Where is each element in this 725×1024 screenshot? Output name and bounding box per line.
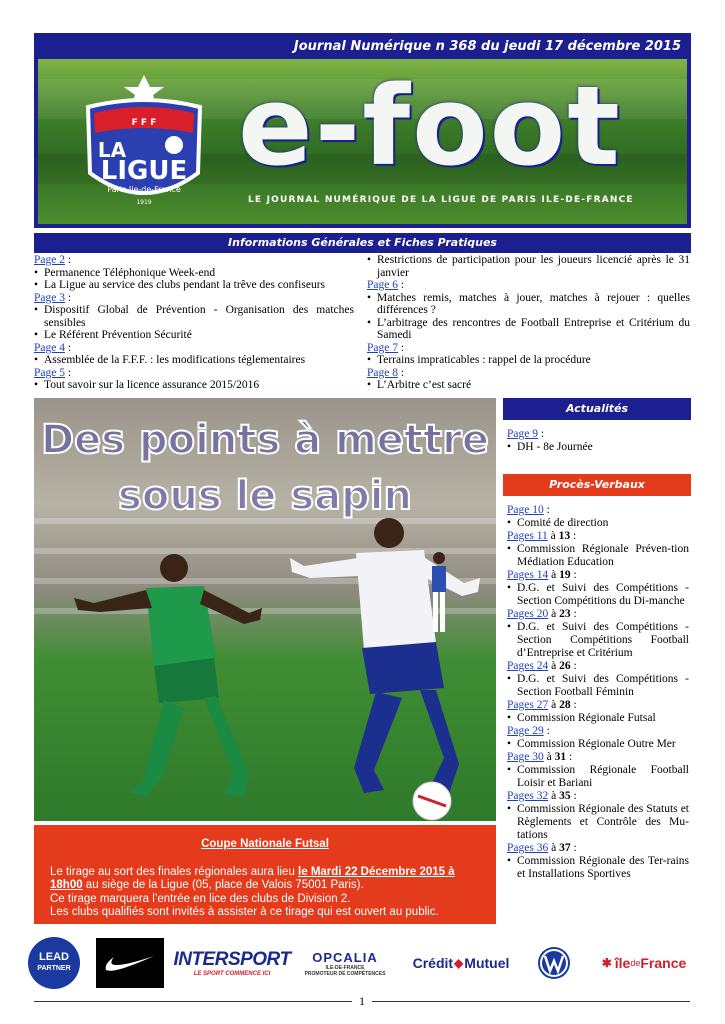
list-item: • D.G. et Suivi des Compétitions - Section Football Féminin [507, 673, 689, 699]
credit-mutuel-logo [398, 938, 524, 988]
range-word: à [551, 842, 557, 854]
info-block: Page 7 : • Terrains impraticables : rappel de la procédure [367, 342, 690, 367]
page-link[interactable]: Page 5 [34, 366, 65, 379]
logo-ball-icon [165, 136, 183, 154]
page-link[interactable]: Page 10 [507, 504, 544, 516]
coupe-date: le Mardi 22 Décembre 2015 à 18h00 [50, 865, 455, 891]
coupe-title: Coupe Nationale Futsal [201, 838, 329, 850]
list-item: • Permanence Téléphonique Week-end [34, 267, 354, 280]
list-item: • D.G. et Suivi des Compétitions - Section Compétitions Football d’Entreprise et Critérium [507, 621, 689, 660]
list-item: • Matches remis, matches à jouer, matches à rejouer : quelles différences ? [367, 292, 690, 317]
page-link[interactable]: Page 4 [34, 341, 65, 354]
page-link[interactable]: Page 2 [34, 254, 65, 266]
range-word: à [550, 530, 556, 542]
list-item: • D.G. et Suivi des Compétitions - Section Compétitions du Di-manche [507, 582, 689, 608]
list-item: • L’Arbitre c’est sacré [367, 379, 690, 392]
opcalia-text: OPCALIA [312, 949, 378, 965]
list-item: • La Ligue au service des clubs pendant la trêve des confiseurs [34, 279, 354, 292]
page-link[interactable]: Page 29 [507, 725, 544, 737]
page-link[interactable]: Page 7 [367, 341, 398, 354]
masthead-banner [38, 59, 687, 224]
credit-text: Crédit [412, 955, 454, 971]
info-block: Page 2 : • Permanence Téléphonique Week-end • La Ligue au service des clubs pendant la trêve des confiseurs [34, 254, 354, 292]
nike-swoosh-icon [96, 938, 164, 988]
masthead [34, 33, 691, 228]
info-block: Page 4 : • Assemblée de la F.F.F. : les modifications téglementaires [34, 342, 354, 367]
credit-mutuel-icon: ◆ [454, 956, 464, 970]
mutuel-text: Mutuel [464, 955, 510, 971]
de-text: de [630, 958, 641, 968]
range-word: à [551, 790, 557, 802]
info-section-heading: Informations Générales et Fiches Pratiques [34, 233, 691, 253]
footer-rule [372, 1001, 690, 1002]
iledefrance-star-icon: ✱ [601, 956, 612, 970]
page-link[interactable]: Pages 11 [507, 530, 548, 542]
pv-block: Pages 14 à 19 : • D.G. et Suivi des Compétitions - Section Compétitions du Di-manche [507, 569, 689, 608]
coupe-body [34, 852, 496, 920]
opcalia-logo [300, 938, 390, 988]
pv-block: Page 30 à 31 : • Commission Régionale Football Loisir et Bariani [507, 751, 689, 790]
list-item: • Comité de direction [507, 517, 689, 530]
info-block: Page 8 : • L’Arbitre c’est sacré [367, 367, 690, 392]
coupe-paragraph: Ce tirage marquera l’entrée en lice des clubs de Division 2. [50, 892, 351, 905]
iledefrance-logo [594, 938, 694, 988]
range-word: à [551, 569, 557, 581]
page-link[interactable]: Pages 14 [507, 569, 549, 581]
pv-block: Pages 24 à 26 : • D.G. et Suivi des Compétitions - Section Football Féminin [507, 660, 689, 699]
list-item: • Tout savoir sur la licence assurance 2015/2016 [34, 379, 354, 392]
journal-title: e-foot [238, 62, 622, 190]
page-link[interactable]: Page 9 [507, 428, 538, 440]
volkswagen-logo [534, 938, 574, 988]
range-end: 26 [559, 660, 571, 672]
actualites-heading: Actualités [503, 398, 691, 420]
ligue-shield-logo [74, 73, 214, 213]
list-item: • L’arbitrage des rencontres de Football Entreprise et Critérium du Samedi [367, 317, 690, 342]
page-link[interactable]: Page 30 [507, 751, 544, 763]
footer-rule [34, 1001, 352, 1002]
headline-line: sous le sapin [118, 473, 412, 519]
info-block: Page 3 : • Dispositif Global de Prévention - Organisation des matches sensibles • Le Référent Prévention Sécurité [34, 292, 354, 342]
pv-block: Pages 20 à 23 : • D.G. et Suivi des Compétitions - Section Compétitions Football d’Entreprise et Critérium [507, 608, 689, 660]
info-left-column [34, 254, 354, 392]
range-end: 23 [559, 608, 571, 620]
list-item: • Commission Régionale Football Loisir et Bariani [507, 764, 689, 790]
page-link[interactable]: Pages 27 [507, 699, 549, 711]
range-word: à [551, 660, 557, 672]
logo-region-text: Paris Ile-de-France [107, 185, 181, 194]
pv-block: Pages 32 à 35 : • Commission Régionale des Statuts et Règlements et Contrôle des Mu-tations [507, 790, 689, 842]
proces-verbaux-list [507, 504, 689, 881]
intersport-tagline: LE SPORT COMMENCE ICI [193, 971, 271, 977]
page-link[interactable]: Page 3 [34, 291, 65, 304]
journal-tagline: LE JOURNAL NUMÉRIQUE DE LA LIGUE DE PARIS ILE-DE-FRANCE [248, 195, 634, 205]
range-word: à [546, 751, 552, 763]
lead-partner-logo [24, 938, 84, 988]
range-word: à [551, 608, 557, 620]
range-end: 13 [558, 530, 571, 542]
partner-text: PARTNER [37, 965, 71, 972]
page-link[interactable]: Pages 24 [507, 660, 549, 672]
list-item: • Commission Régionale des Statuts et Règlements et Contrôle des Mu-tations [507, 803, 689, 842]
list-item: • Commission Régionale Préven-tion Médiation Education [507, 543, 689, 569]
list-item: • DH - 8e Journée [507, 441, 689, 454]
page-link[interactable]: Pages 36 [507, 842, 549, 854]
info-right-column [367, 254, 690, 392]
lead-text: LEAD [39, 951, 69, 963]
page-link[interactable]: Page 6 [367, 279, 398, 291]
actualites-list: Page 9 : • DH - 8e Journée [507, 428, 689, 454]
range-end: 28 [559, 699, 571, 711]
info-block: Page 6 : • Matches remis, matches à jouer, matches à rejouer : quelles différences ? • L’arbitrage des rencontres de Football Entreprise et Critérium du Samedi [367, 279, 690, 342]
pv-block: Pages 36 à 37 : • Commission Régionale des Ter-rains et Installations Sportives [507, 842, 689, 881]
issue-line: Journal Numérique n 368 du jeudi 17 décembre 2015 [293, 39, 681, 54]
coupe-text: Le tirage au sort des finales régionales aura lieu [50, 865, 299, 878]
coupe-paragraph: Les clubs qualifiés sont invités à assister à ce tirage qui est ouvert au public. [50, 906, 439, 918]
intersport-logo [172, 938, 292, 988]
logo-fff-text: F F F [131, 118, 157, 128]
opcalia-tagline: PROMOTEUR DE COMPÉTENCES [304, 970, 386, 977]
coupe-futsal-box [34, 825, 496, 924]
opcalia-region: ILE-DE-FRANCE [325, 964, 365, 971]
pv-block: Pages 27 à 28 : • Commission Régionale Futsal [507, 699, 689, 725]
page-link[interactable]: Pages 32 [507, 790, 549, 802]
range-end: 19 [559, 569, 571, 581]
pv-block: Pages 11 à 13 : • Commission Régionale Préven-tion Médiation Education [507, 530, 689, 569]
list-item: • Commission Régionale Outre Mer [507, 738, 689, 751]
list-item: • Restrictions de participation pour les joueurs licencié après le 31 janvier [367, 254, 690, 279]
coupe-paragraph [50, 866, 484, 893]
logo-la-text: LA [97, 138, 127, 162]
logo-year-text: 1919 [136, 199, 152, 206]
list-item: • Assemblée de la F.F.F. : les modifications téglementaires [34, 354, 354, 367]
headline-line: Des points à mettre [40, 417, 490, 463]
list-item: • Le Référent Prévention Sécurité [34, 329, 354, 342]
page-number: 1 [359, 994, 365, 1008]
range-word: à [551, 699, 557, 711]
page-link[interactable]: Pages 20 [507, 608, 549, 620]
list-item: • Commission Régionale des Ter-rains et Installations Sportives [507, 855, 689, 881]
list-item: • Commission Régionale Futsal [507, 712, 689, 725]
cover-photo [34, 398, 496, 821]
france-text: France [640, 955, 687, 971]
info-block: Page 5 : • Tout savoir sur la licence assurance 2015/2016 [34, 367, 354, 392]
range-end: 35 [559, 790, 571, 802]
sponsors-strip [24, 930, 701, 994]
logo-ligue-text: LIGUE [100, 156, 188, 186]
ile-text: île [614, 955, 631, 971]
range-end: 31 [554, 751, 567, 763]
list-item: • Terrains impraticables : rappel de la procédure [367, 354, 690, 367]
pv-block: Page 29 : • Commission Régionale Outre Mer [507, 725, 689, 751]
cover-headline [34, 412, 496, 524]
list-item: • Dispositif Global de Prévention - Organisation des matches sensibles [34, 304, 354, 329]
intersport-text: INTERSPORT [173, 949, 291, 970]
proces-verbaux-heading: Procès-Verbaux [503, 474, 691, 496]
page-link[interactable]: Page 8 [367, 366, 398, 379]
pv-block: Page 10 : • Comité de direction [507, 504, 689, 530]
range-end: 37 [559, 842, 571, 854]
coupe-text: au siège de la Ligue (05, place de Valois 75001 Paris). [82, 879, 364, 891]
